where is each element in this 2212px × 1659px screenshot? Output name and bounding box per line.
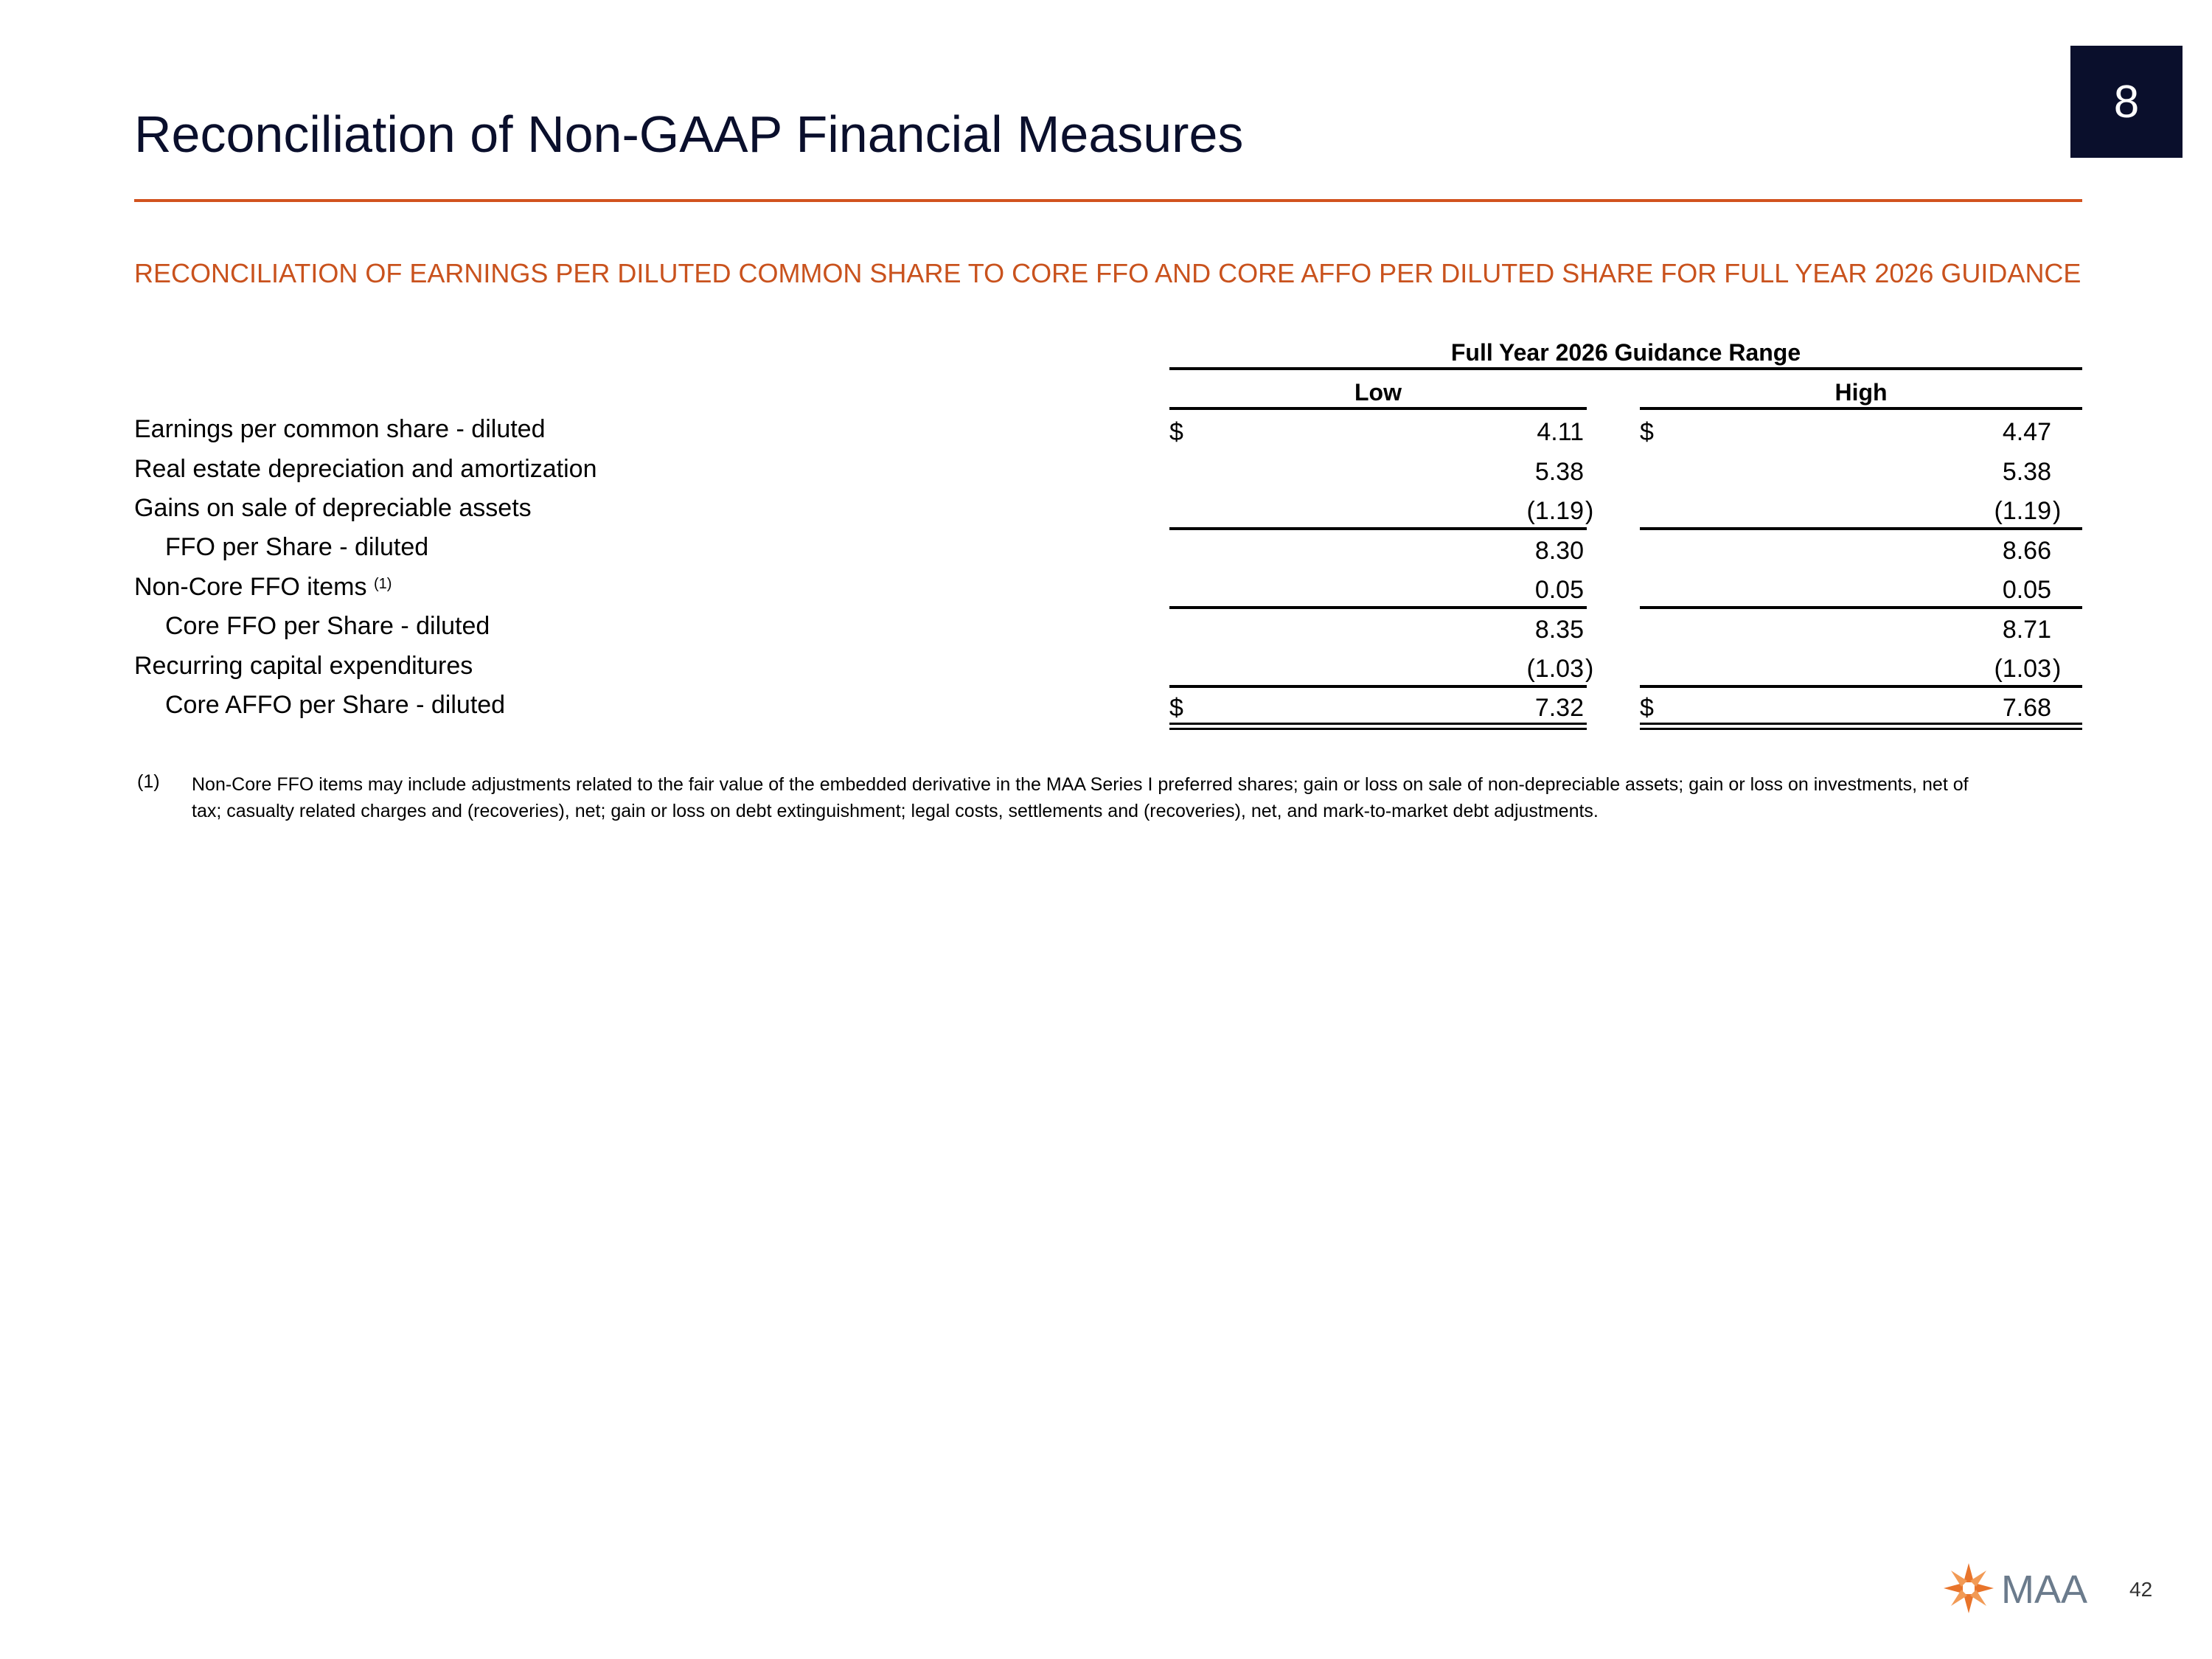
page-number: 42 <box>2129 1578 2153 1601</box>
closing-paren: ) <box>2053 497 2062 525</box>
currency-symbol: $ <box>1640 694 1654 722</box>
footnote-reference: (1) <box>373 576 392 592</box>
value-ffo-high: 8.66 <box>2002 537 2051 565</box>
value-non-core-high: 0.05 <box>2002 576 2051 604</box>
row-label-eps: Earnings per common share - diluted <box>134 415 546 443</box>
closing-paren: ) <box>2053 655 2062 683</box>
value-gains-high: (1.19 <box>1994 497 2051 525</box>
value-ffo-low: 8.30 <box>1534 537 1584 565</box>
footnote-marker: (1) <box>137 771 160 792</box>
row-label-depreciation: Real estate depreciation and amortization <box>134 455 597 483</box>
value-capex-high: (1.03 <box>1994 655 2051 683</box>
value-depreciation-low: 5.38 <box>1534 458 1584 486</box>
currency-symbol: $ <box>1169 418 1183 446</box>
column-header-rule-high <box>1640 407 2082 410</box>
section-heading: RECONCILIATION OF EARNINGS PER DILUTED COMMON SHARE TO CORE FFO AND CORE AFFO PER DILUTED SHARE FOR FULL YEAR 2026 GUIDANCE <box>134 258 2081 288</box>
value-core-ffo-low: 8.35 <box>1534 616 1584 644</box>
row-label-text: Non-Core FFO items <box>134 573 367 601</box>
subtotal-rule-low <box>1169 606 1587 609</box>
maa-logo-mark-icon <box>1944 1563 1994 1613</box>
total-double-rule-high <box>1640 723 2082 730</box>
row-label-core-affo: Core AFFO per Share - diluted <box>165 691 506 719</box>
value-depreciation-high: 5.38 <box>2002 458 2051 486</box>
row-label-core-ffo: Core FFO per Share - diluted <box>165 612 490 640</box>
page-title: Reconciliation of Non-GAAP Financial Measures <box>134 105 1244 163</box>
value-core-affo-high: 7.68 <box>2002 694 2051 722</box>
value-eps-low: 4.11 <box>1537 418 1584 446</box>
value-core-ffo-high: 8.71 <box>2002 616 2051 644</box>
subtotal-rule-high <box>1640 606 2082 609</box>
footnote-text: Non-Core FFO items may include adjustments related to the fair value of the embedded derivative in the MAA Series I preferred shares; gain or loss on sale of non-depreciable assets; gain or loss on investments, net of tax; casualty related charges and (recoveries), net; gain or loss on debt extinguishment; legal costs, settlements and (recoveries), net, and mark-to-market debt adjustments. <box>192 774 1969 821</box>
subtotal-rule-low <box>1169 685 1587 688</box>
column-header-high: High <box>1834 379 1888 406</box>
logo-wordmark: MAA <box>2001 1568 2088 1612</box>
row-label-gains-on-sale: Gains on sale of depreciable assets <box>134 494 532 522</box>
title-divider <box>134 199 2082 202</box>
value-eps-high: 4.47 <box>2002 418 2051 446</box>
closing-paren: ) <box>1585 655 1594 683</box>
row-label-non-core-ffo <box>134 572 392 602</box>
total-double-rule-low <box>1169 723 1587 730</box>
closing-paren: ) <box>1585 497 1594 525</box>
guidance-range-title: Full Year 2026 Guidance Range <box>1450 339 1801 366</box>
currency-symbol: $ <box>1640 418 1654 446</box>
column-header-low: Low <box>1354 379 1402 406</box>
maa-logo <box>1941 1559 2118 1618</box>
value-core-affo-low: 7.32 <box>1534 694 1584 722</box>
subtotal-rule-high <box>1640 685 2082 688</box>
range-title-rule <box>1169 367 2082 370</box>
value-capex-low: (1.03 <box>1526 655 1584 683</box>
value-non-core-low: 0.05 <box>1534 576 1584 604</box>
currency-symbol: $ <box>1169 694 1183 722</box>
section-number-badge: 8 <box>2070 46 2183 158</box>
row-label-ffo: FFO per Share - diluted <box>165 533 429 561</box>
value-gains-low: (1.19 <box>1526 497 1584 525</box>
subtotal-rule-high <box>1640 527 2082 530</box>
subtotal-rule-low <box>1169 527 1587 530</box>
column-header-rule-low <box>1169 407 1587 410</box>
row-label-capex: Recurring capital expenditures <box>134 652 473 680</box>
